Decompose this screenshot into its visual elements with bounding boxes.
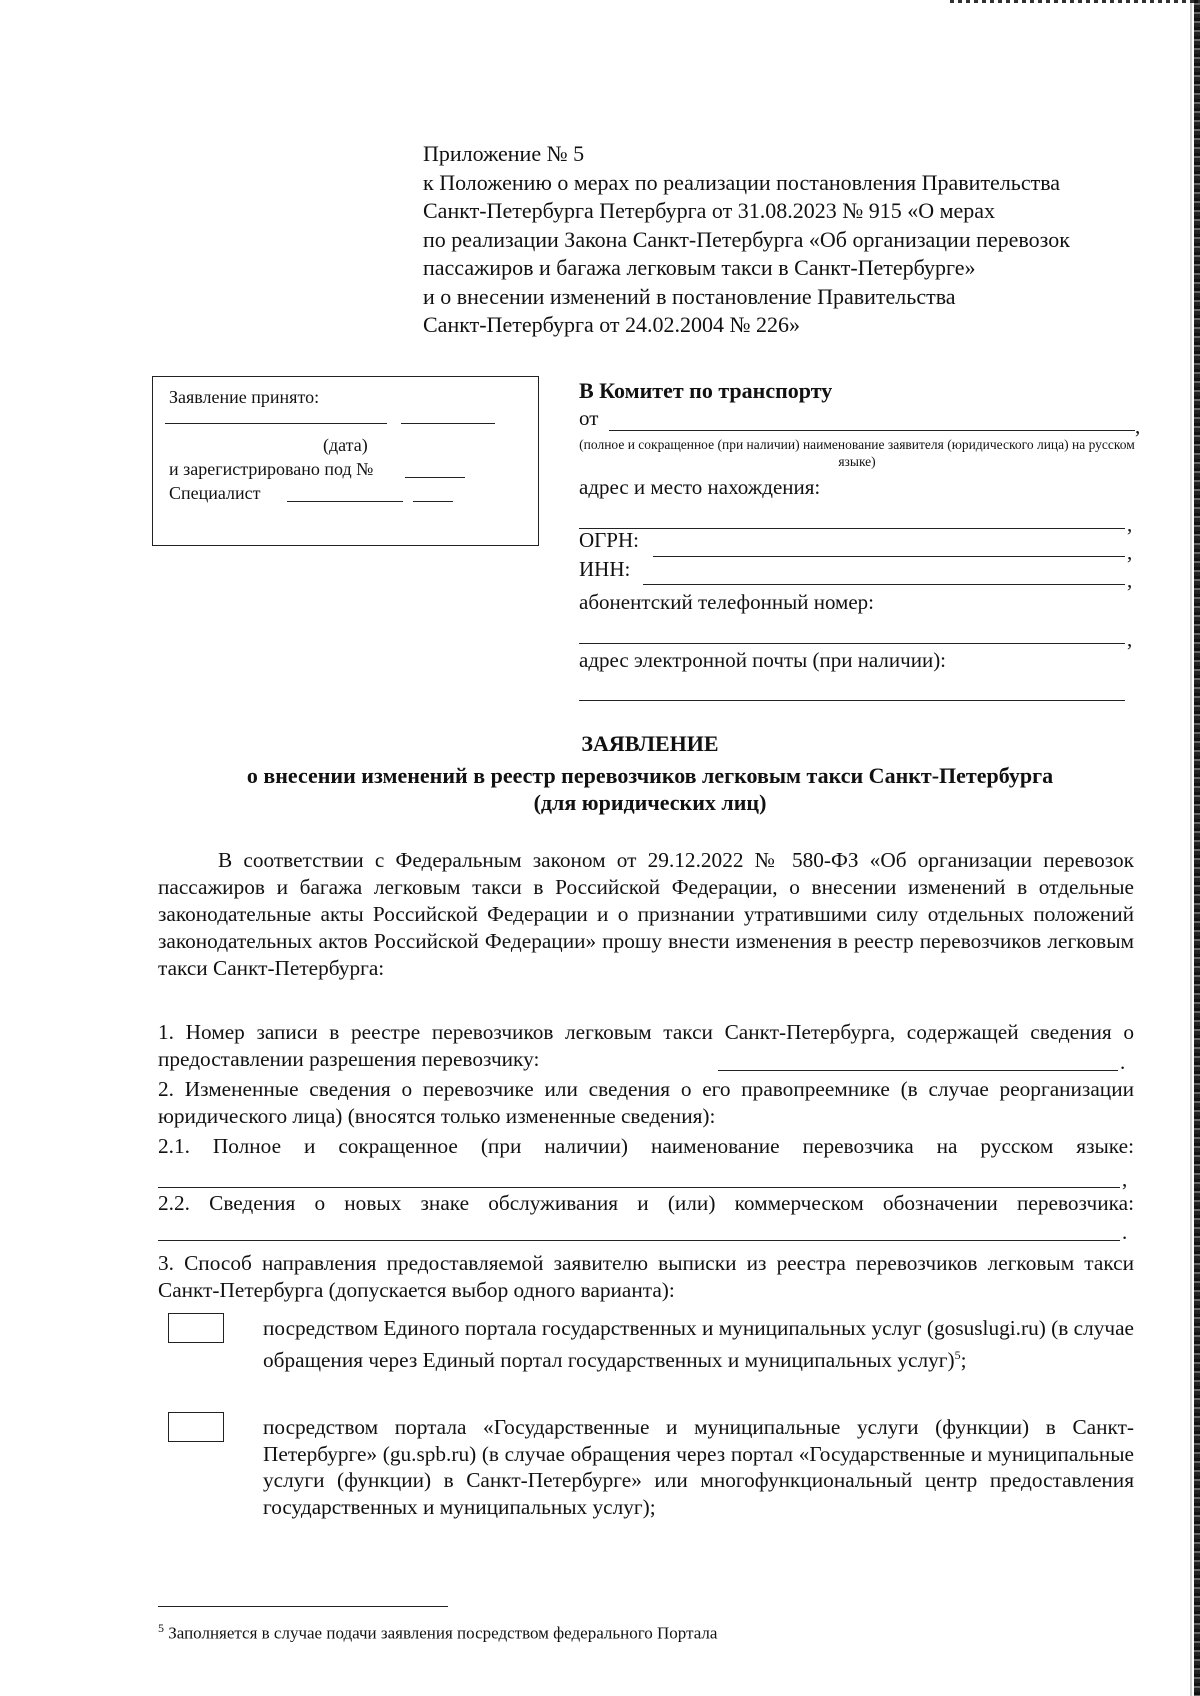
signature-line[interactable] <box>413 501 453 502</box>
applicant-block <box>579 378 1139 708</box>
item-2-1 <box>158 1133 1134 1160</box>
record-number-field[interactable] <box>718 1070 1118 1071</box>
item-2-text: 2. Измененные сведения о перевозчике или сведения о его правопреемнике (в случае реорганизации юридического лица) (вносятся только измененные сведения): <box>158 1077 1134 1128</box>
item-2 <box>158 1076 1134 1130</box>
ogrn-field[interactable] <box>653 556 1125 557</box>
phone-label: абонентский телефонный номер: <box>579 590 875 614</box>
annex-line: Приложение № 5 <box>423 141 585 166</box>
annex-line: к Положению о мерах по реализации постановления Правительства <box>423 169 1061 195</box>
option-gosuslugi-checkbox[interactable] <box>168 1313 224 1343</box>
option-gu-spb-text: посредством портала «Государственные и муниципальные услуги (функции) в Санкт-Петербурге» (gu.spb.ru) (в случае обращения через портал «Государственные и муниципальные услуги (функции) в Санкт-Петербурге» или многофункциональный центр предоставления государственных и муниципальных услуг); <box>263 1415 1134 1519</box>
registration-box <box>152 376 539 546</box>
footnote-ref: 5 <box>954 1347 961 1362</box>
address-field[interactable] <box>579 528 1125 529</box>
footnote-mark: 5 <box>158 1621 164 1635</box>
item-3 <box>158 1250 1134 1304</box>
name-hint: (полное и сокращенное (при наличии) наименование заявителя (юридического лица) на русском языке) <box>579 437 1135 469</box>
intro-text: В соответствии с Федеральным законом от 29.12.2022 № 580-ФЗ «Об организации перевозок пассажиров и багажа легковым такси в Российской Федерации, о внесении изменений в отдельные законодательные акты Российской Федерации и о признании утратившими силу отдельных положений законодательных актов Российской Федерации» прошу внести изменения в реестр перевозчиков легковым такси Санкт-Петербурга: <box>158 848 1134 980</box>
footnote-separator <box>158 1606 448 1607</box>
comma: , <box>1127 512 1133 536</box>
option-gu-spb-checkbox[interactable] <box>168 1412 224 1442</box>
date-line-short[interactable] <box>401 423 495 424</box>
address-label: адрес и место нахождения: <box>579 475 821 499</box>
recipient-title: В Комитет по транспорту <box>579 378 833 403</box>
email-label: адрес электронной почты (при наличии): <box>579 648 947 672</box>
from-label: от <box>579 406 599 430</box>
option-gu-spb <box>263 1414 1134 1520</box>
comma: , <box>1127 540 1133 564</box>
annex-line: по реализации Закона Санкт-Петербурга «Об организации перевозок <box>423 226 1070 252</box>
service-mark-field[interactable] <box>158 1240 1120 1241</box>
accepted-label: Заявление принято: <box>169 387 320 407</box>
item-1 <box>158 1019 1134 1073</box>
phone-field[interactable] <box>579 643 1125 644</box>
footnote-text: Заполняется в случае подачи заявления посредством федерального Портала <box>168 1623 718 1643</box>
document-title: ЗАЯВЛЕНИЕ <box>581 731 719 756</box>
specialist-label: Специалист <box>169 483 261 503</box>
scan-edge-line <box>1190 0 1192 1696</box>
email-field[interactable] <box>579 700 1125 701</box>
annex-line: и о внесении изменений в постановление Правительства <box>423 283 956 309</box>
period: . <box>1120 1050 1126 1074</box>
item-1-text: 1. Номер записи в реестре перевозчиков легковым такси Санкт-Петербурга, содержащей сведения о предоставлении разрешения перевозчику: <box>158 1020 1134 1071</box>
intro-paragraph <box>158 847 1134 982</box>
applicant-name-field[interactable] <box>609 430 1135 431</box>
option-tail: ; <box>960 1347 967 1372</box>
scan-edge <box>1194 0 1200 1696</box>
annex-line: пассажиров и багажа легковым такси в Санкт-Петербурге» <box>423 255 976 280</box>
annex-line: Санкт-Петербурга от 24.02.2004 № 226» <box>423 312 801 337</box>
scan-top-edge <box>950 0 1200 3</box>
annex-block <box>423 140 1163 340</box>
specialist-line[interactable] <box>287 501 403 502</box>
inn-label: ИНН: <box>579 557 631 581</box>
document-subtitle: о внесении изменений в реестр перевозчиков легковым такси Санкт-Петербурга <box>246 763 1054 788</box>
reg-number-line[interactable] <box>405 477 465 478</box>
item-2-2 <box>158 1190 1134 1217</box>
date-line[interactable] <box>165 423 387 424</box>
comma: , <box>1127 568 1133 592</box>
inn-field[interactable] <box>643 584 1125 585</box>
date-label: (дата) <box>323 435 368 455</box>
annex-line: Санкт-Петербурга Петербурга от 31.08.2023 № 915 «О мерах <box>423 198 996 223</box>
ogrn-label: ОГРН: <box>579 528 639 552</box>
item-2-1-text: 2.1. Полное и сокращенное (при наличии) наименование перевозчика на русском языке: <box>158 1134 1134 1158</box>
period: . <box>1122 1220 1128 1244</box>
option-gosuslugi <box>263 1315 1134 1373</box>
document-subtitle-2: (для юридических лиц) <box>533 790 767 815</box>
comma: , <box>1122 1167 1128 1191</box>
comma: , <box>1135 414 1141 438</box>
option-gosuslugi-text: посредством Единого портала государственных и муниципальных услуг (gosuslugi.ru) (в случае обращения через Единый портал государственных и муниципальных услуг) <box>263 1316 1134 1372</box>
registered-label: и зарегистрировано под № <box>169 459 374 479</box>
comma: , <box>1127 627 1133 651</box>
carrier-name-field[interactable] <box>158 1187 1120 1188</box>
footnote <box>158 1621 717 1644</box>
item-2-2-text: 2.2. Сведения о новых знаке обслуживания и (или) коммерческом обозначении перевозчика: <box>158 1191 1134 1215</box>
item-3-text: 3. Способ направления предоставляемой заявителю выписки из реестра перевозчиков легковым такси Санкт-Петербурга (допускается выбор одного варианта): <box>158 1251 1134 1302</box>
